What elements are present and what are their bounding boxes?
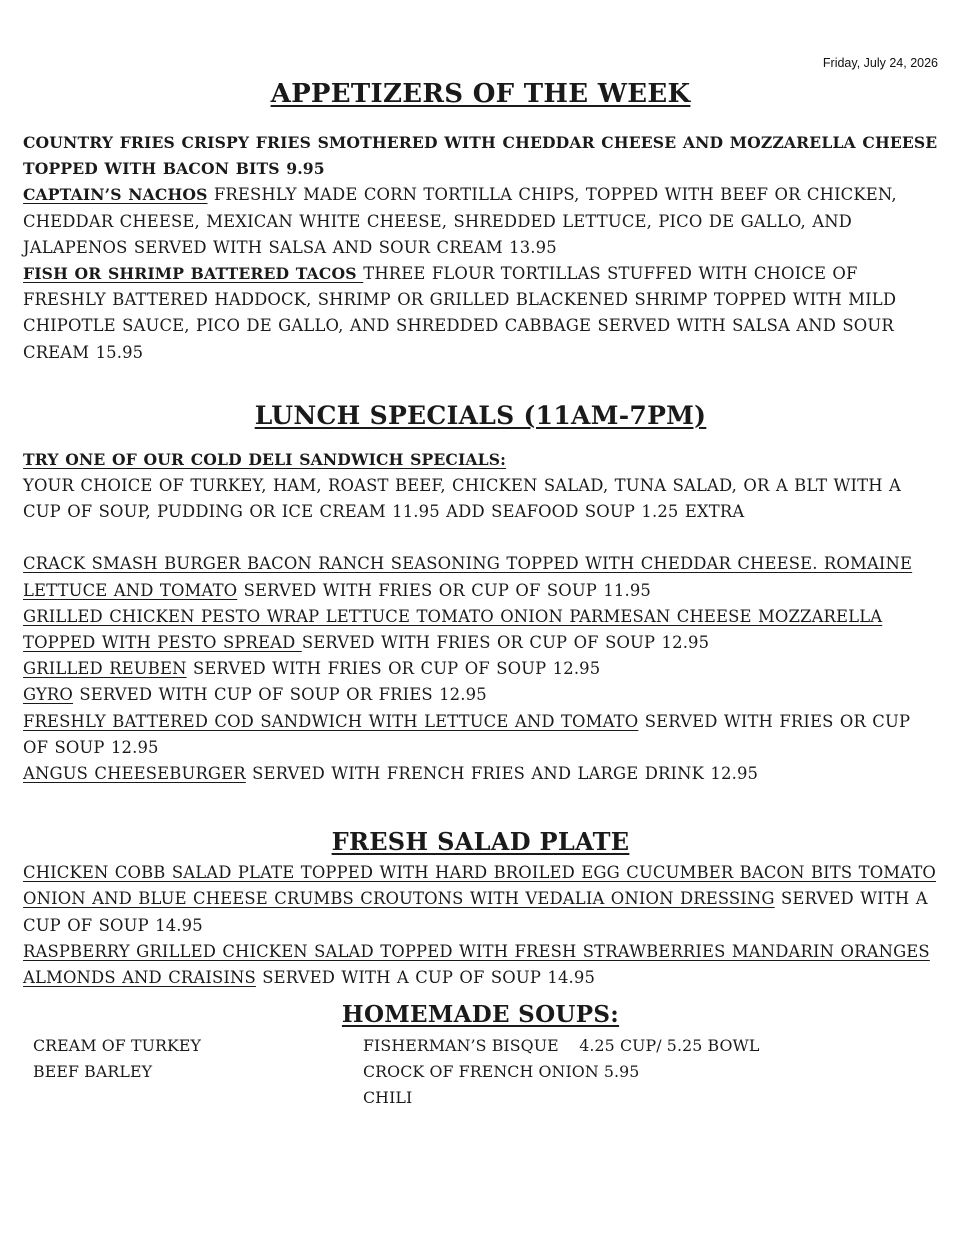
appetizer-item <box>23 130 938 182</box>
soups-list <box>23 1033 938 1113</box>
soup-item: CROCK OF FRENCH ONION 5.95 <box>363 1062 640 1082</box>
salad-item-name: RASPBERRY GRILLED CHICKEN SALAD TOPPED WITH FRESH STRAWBERRIES MANDARIN ORANGES ALMONDS AND CRAISINS <box>23 941 930 988</box>
lunch-item-name: FRESHLY BATTERED COD SANDWICH WITH LETTUCE AND TOMATO <box>23 711 639 731</box>
appetizer-name: COUNTRY FRIES <box>23 133 175 152</box>
lunch-item-name: ANGUS CHEESEBURGER <box>23 764 246 784</box>
spacer <box>23 525 938 551</box>
lunch-item-name: GYRO <box>23 685 74 705</box>
lunch-item <box>23 682 938 708</box>
deli-heading: TRY ONE OF OUR COLD DELI SANDWICH SPECIALS: <box>23 449 507 469</box>
soup-item: FISHERMAN’S BISQUE 4.25 CUP/ 5.25 BOWL <box>363 1036 760 1056</box>
appetizer-item <box>23 182 938 261</box>
soups-heading: HOMEMADE SOUPS: <box>341 1001 620 1029</box>
lunch-list <box>23 447 938 787</box>
deli-text: YOUR CHOICE OF TURKEY, HAM, ROAST BEEF, CHICKEN SALAD, TUNA SALAD, OR A BLT WITH A CUP OF SOUP, PUDDING OR ICE CREAM 11.95 ADD SEAFOOD SOUP 1.25 EXTRA <box>23 476 901 522</box>
lunch-specials-heading: LUNCH SPECIALS (11AM-7PM) <box>254 400 707 430</box>
appetizers-heading: APPETIZERS OF THE WEEK <box>270 79 691 109</box>
appetizer-desc: THREE FLOUR TORTILLAS STUFFED WITH CHOICE OF FRESHLY BATTERED HADDOCK, SHRIMP OR GRILLED BLACKENED SHRIMP TOPPED WITH MILD CHIPOTLE SAUCE, PICO DE GALLO, AND SHREDDED CABBAGE SERVED WITH SALSA AND SOUR CREAM 15.95 <box>23 264 897 362</box>
salad-heading: FRESH SALAD PLATE <box>331 827 630 857</box>
salad-list <box>23 860 938 991</box>
appetizer-name: FISH OR SHRIMP BATTERED TACOS <box>23 264 364 284</box>
soup-item: BEEF BARLEY <box>33 1062 153 1082</box>
menu-date: Friday, July 24, 2026 <box>822 56 938 70</box>
appetizer-name: CAPTAIN’S NACHOS <box>23 185 208 205</box>
soup-item: CREAM OF TURKEY <box>33 1036 202 1056</box>
appetizer-desc: FRESHLY MADE CORN TORTILLA CHIPS, TOPPED WITH BEEF OR CHICKEN, CHEDDAR CHEESE, MEXICAN WHITE CHEESE, SHREDDED LETTUCE, PICO DE GALLO, AND JALAPENOS SERVED WITH SALSA AND SOUR CREAM 13.95 <box>23 185 897 257</box>
soups-left-column <box>33 1033 201 1085</box>
lunch-item-desc: SERVED WITH FRENCH FRIES AND LARGE DRINK 12.95 <box>245 764 759 784</box>
appetizer-desc: CRISPY FRIES SMOTHERED WITH CHEDDAR CHEESE AND MOZZARELLA CHEESE TOPPED WITH BACON BITS 9.95 <box>23 133 938 179</box>
soups-right-column <box>363 1033 759 1111</box>
lunch-item <box>23 604 938 656</box>
menu-content <box>23 76 938 1113</box>
soup-item: CHILI <box>363 1088 413 1108</box>
lunch-item-desc: SERVED WITH FRIES OR CUP OF SOUP 12.95 <box>23 711 911 757</box>
salad-item-desc: SERVED WITH A CUP OF SOUP 14.95 <box>255 968 596 988</box>
salad-item <box>23 939 938 991</box>
lunch-item-name: CRACK SMASH BURGER BACON RANCH SEASONING TOPPED WITH CHEDDAR CHEESE. ROMAINE LETTUCE AND TOMATO <box>23 554 913 600</box>
lunch-item-desc: SERVED WITH CUP OF SOUP OR FRIES 12.95 <box>73 685 487 705</box>
salad-item-desc: SERVED WITH A CUP OF SOUP 14.95 <box>23 889 928 935</box>
lunch-item <box>23 761 938 787</box>
appetizers-list <box>23 130 938 366</box>
lunch-item <box>23 656 938 682</box>
lunch-item-desc: SERVED WITH FRIES OR CUP OF SOUP 11.95 <box>237 580 652 600</box>
lunch-item-name: GRILLED REUBEN <box>23 659 187 679</box>
lunch-item-desc: SERVED WITH FRIES OR CUP OF SOUP 12.95 <box>301 633 710 653</box>
salad-item-name: CHICKEN COBB SALAD PLATE TOPPED WITH HARD BROILED EGG CUCUMBER BACON BITS TOMATO ONION AND BLUE CHEESE CRUMBS CROUTONS WITH VEDALIA ONION DRESSING <box>23 863 936 909</box>
salad-item <box>23 860 938 939</box>
lunch-item <box>23 551 938 603</box>
lunch-item-name: GRILLED CHICKEN PESTO WRAP LETTUCE TOMATO ONION PARMESAN CHEESE MOZZARELLA TOPPED WITH PESTO SPREAD <box>23 606 883 653</box>
appetizer-item <box>23 261 938 366</box>
lunch-item <box>23 709 938 761</box>
lunch-item-desc: SERVED WITH FRIES OR CUP OF SOUP 12.95 <box>186 659 601 679</box>
